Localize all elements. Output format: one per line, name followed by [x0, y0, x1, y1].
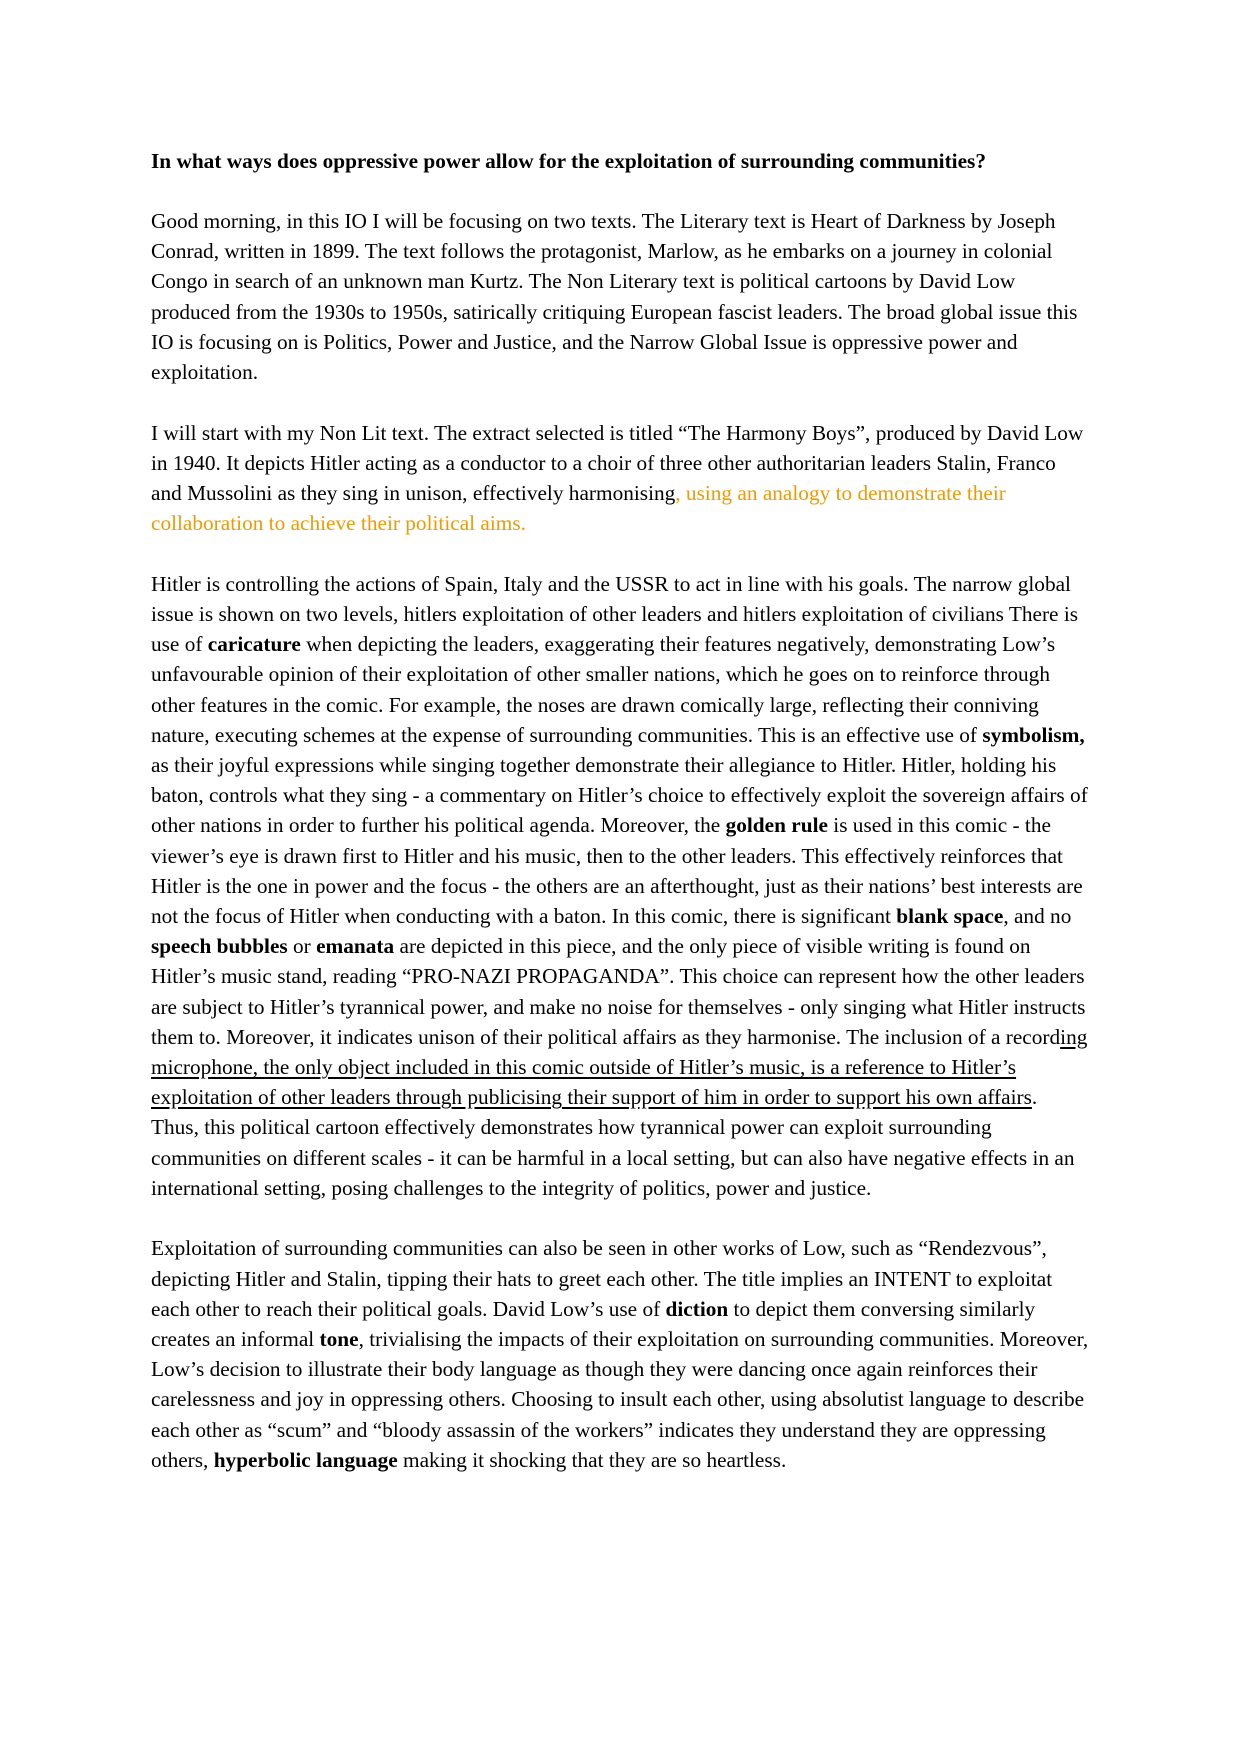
document-page [151, 146, 1089, 1505]
bold-term-speech-bubbles: speech bubbles [151, 934, 288, 959]
paragraph-non-lit-text [151, 418, 1089, 539]
paragraph-text: , and no [1003, 904, 1072, 929]
paragraph-text: , trivialising the impacts of their exploitation on surrounding communities. Moreover, Low’s decision to illustrate their body language as though they were dancing once again reinforces their carelessness and joy in oppressing others. Choosing to insult each other, using absolutist language to describe each other as “scum” and “bloody assassin of the workers” indicates they understand they are oppressing others, [151, 1327, 1089, 1472]
paragraph-text: as their joyful expressions while singing together demonstrate their allegiance to Hitler. Hitler, holding his baton, controls what they sing - a commentary on Hitler’s choice to effectively exploit the sovereign affairs of other nations in order to further his political agenda. Moreover, the [151, 753, 1088, 838]
document-title: In what ways does oppressive power allow for the exploitation of surrounding communities? [151, 149, 986, 173]
paragraph-text: . Thus, this political cartoon effectively demonstrates how tyrannical power can exploit surrounding communities on different scales - it can be harmful in a local setting, but can also have negative effects in an international setting, posing challenges to the integrity of politics, power and justice. [151, 1085, 1075, 1200]
paragraph-text: to depict them conversing similarly creates an informal [151, 1296, 1036, 1352]
paragraph-text: Hitler is controlling the actions of Spain, Italy and the USSR to act in line with his goals. The narrow global issue is shown on two levels, hitlers exploitation of other leaders and hitlers exploitation of civilians There is use of [151, 571, 1079, 657]
paragraph-text: is used in this comic - the viewer’s eye is drawn first to Hitler and his music, then to the other leaders. This effectively reinforces that Hitler is the one in power and the focus - the others are an afterthought, just as their nations’ best interests are not the focus of Hitler when conducting with a baton. In this comic, there is significant [151, 813, 1083, 929]
bold-term-tone: tone [319, 1327, 359, 1352]
bold-term-golden-rule: golden rule [725, 813, 828, 838]
bold-term-hyperbolic-language: hyperbolic language [213, 1447, 398, 1472]
paragraph-rendezvous-analysis [151, 1233, 1089, 1475]
highlighted-text: , using an analogy to demonstrate their collaboration to achieve their political aims. [151, 481, 1006, 536]
paragraph-text: making it shocking that they are so heartless. [397, 1447, 787, 1472]
bold-term-blank-space: blank space [896, 904, 1004, 929]
bold-term-caricature: caricature [207, 632, 301, 657]
paragraph-text: when depicting the leaders, exaggerating their features negatively, demonstrating Low’s unfavourable opinion of their exploitation of other smaller nations, which he goes on to reinforce through other features in the comic. For example, the noses are drawn comically large, reflecting their conniving nature, executing schemes at the expense of surrounding communities. This is an effective use of [151, 632, 1056, 747]
bold-term-diction: diction [665, 1296, 729, 1321]
paragraph-text: Exploitation of surrounding communities can also be seen in other works of Low, such as “Rendezvous”, depicting Hitler and Stalin, tipping their hats to greet each other. The title implies an INTENT to exploitat each other to reach their political goals. David Low’s use of [151, 1236, 1053, 1321]
paragraph-text: or [287, 934, 317, 959]
paragraph-text: I will start with my Non Lit text. The extract selected is titled “The Harmony Boys”, produced by David Low in 1940. It depicts Hitler acting as a conductor to a choir of three other authoritarian leaders Stalin, Franco and Mussolini as they sing in unison, effectively harmonising [151, 420, 1084, 506]
underlined-text: ing microphone, the only object included in this comic outside of Hitler’s music, is a reference to Hitler’s exploitation of other leaders through publicising their support of him in order to support his own affairs [151, 1024, 1088, 1110]
paragraph-introduction: Good morning, in this IO I will be focusing on two texts. The Literary text is Heart of Darkness by Joseph Conrad, written in 1899. The text follows the protagonist, Marlow, as he embarks on a journey in colonial Congo in search of an unknown man Kurtz. The Non Literary text is political cartoons by David Low produced from the 1930s to 1950s, satirically critiquing European fascist leaders. The broad global issue this IO is focusing on is Politics, Power and Justice, and the Narrow Global Issue is oppressive power and exploitation. [151, 209, 1078, 385]
bold-term-symbolism: symbolism, [982, 722, 1085, 747]
paragraph-text: are depicted in this piece, and the only piece of visible writing is found on Hitler’s music stand, reading “PRO-NAZI PROPAGANDA”. This choice can represent how the other leaders are subject to Hitler’s tyrannical power, and make no noise for themselves - only singing what Hitler instructs them to. Moreover, it indicates unison of their political affairs as they harmonise. The inclusion of a record [151, 934, 1086, 1049]
paragraph-harmony-boys-analysis [151, 569, 1089, 1203]
bold-term-emanata: emanata [316, 934, 395, 959]
